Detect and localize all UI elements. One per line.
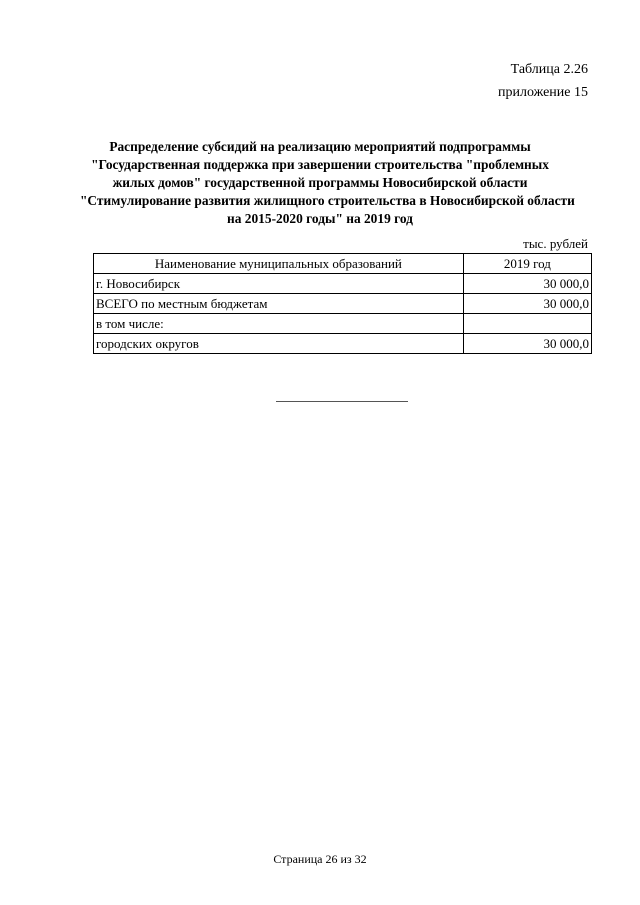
table-row	[94, 294, 592, 314]
row-name: г. Новосибирск	[94, 274, 464, 294]
row-value: 30 000,0	[463, 334, 591, 354]
appendix-label: приложение 15	[497, 85, 588, 100]
table-row	[94, 274, 592, 294]
table-row	[94, 314, 592, 334]
row-value: 30 000,0	[463, 274, 591, 294]
table-header-row	[94, 254, 592, 274]
title-line: "Стимулирование развития жилищного строительства в Новосибирской области	[80, 193, 575, 208]
column-header-municipality: Наименование муниципальных образований	[94, 254, 464, 274]
row-value: 30 000,0	[463, 294, 591, 314]
row-name: ВСЕГО по местным бюджетам	[94, 294, 464, 314]
title-line: жилых домов" государственной программы Новосибирской области	[112, 175, 528, 190]
table-row	[94, 334, 592, 354]
row-name: городских округов	[94, 334, 464, 354]
title-line: на 2015-2020 годы" на 2019 год	[227, 211, 413, 226]
page-number: Страница 26 из 32	[273, 852, 367, 866]
divider-line	[276, 401, 408, 402]
document-title	[80, 138, 575, 228]
row-name: в том числе:	[94, 314, 464, 334]
table-number: Таблица 2.26	[510, 62, 588, 77]
column-header-year: 2019 год	[463, 254, 591, 274]
title-line: Распределение субсидий на реализацию мероприятий подпрограммы	[109, 139, 531, 154]
title-line: "Государственная поддержка при завершении строительства "проблемных	[91, 157, 549, 172]
row-value	[463, 314, 591, 334]
subsidy-table	[93, 253, 592, 354]
units-label: тыс. рублей	[523, 236, 588, 251]
